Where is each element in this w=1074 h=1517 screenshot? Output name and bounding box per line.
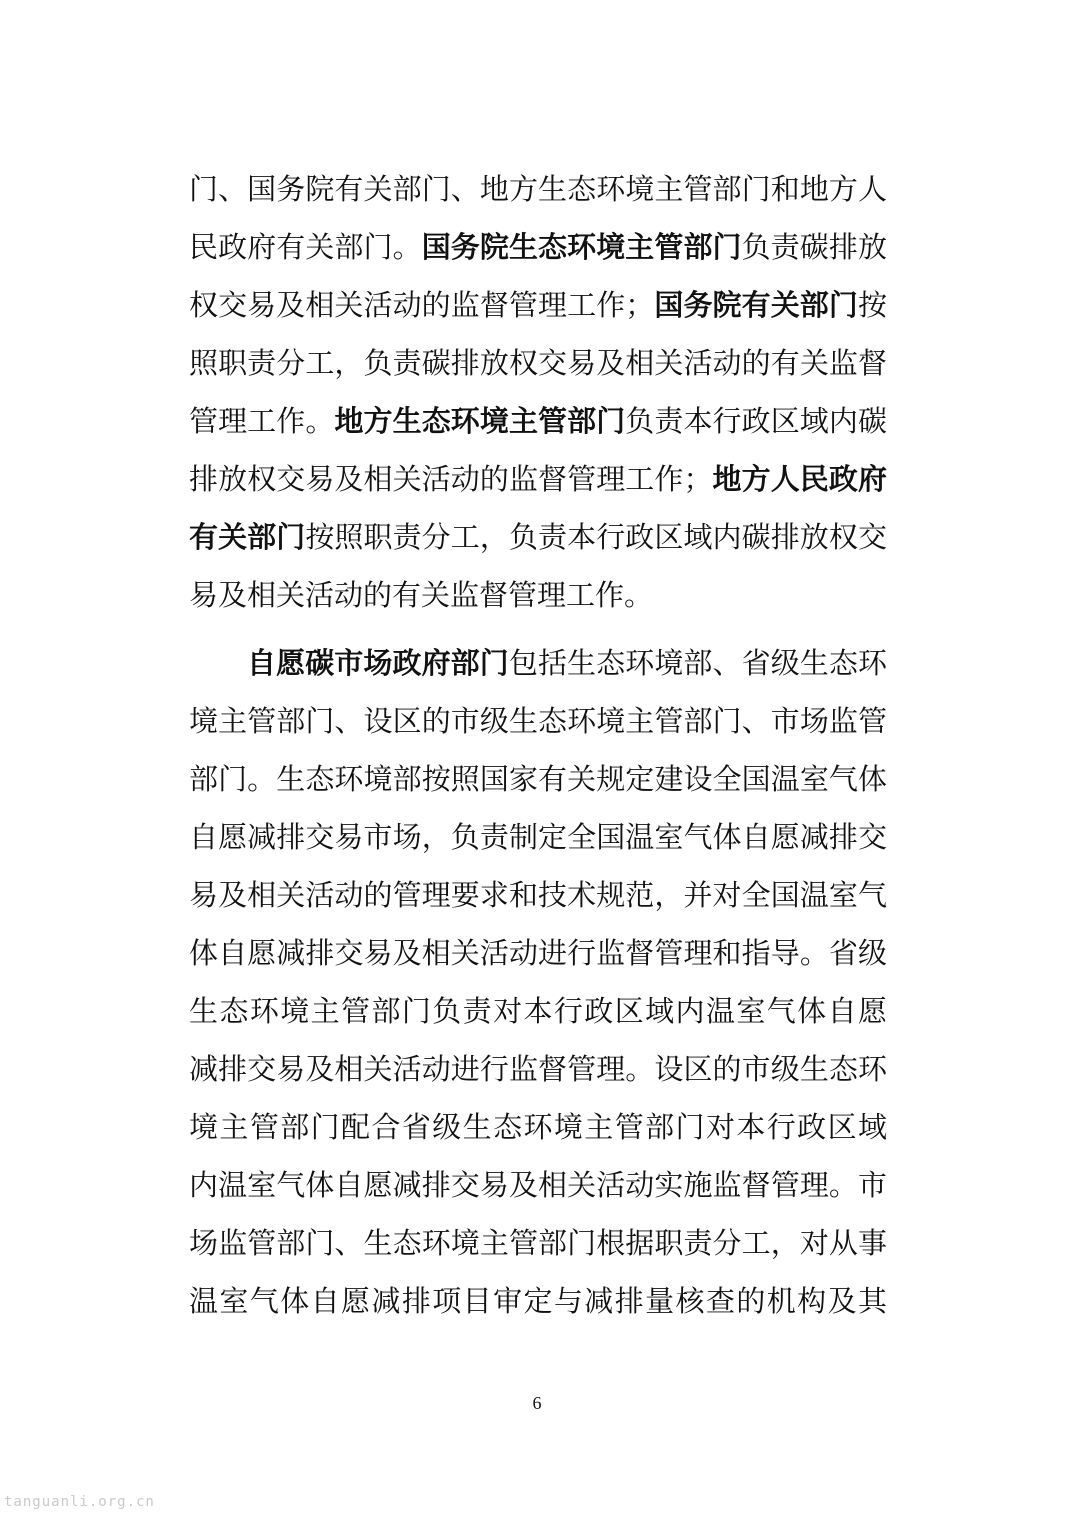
text-segment: 管理工作。 [189, 404, 335, 438]
text-segment: 门、国务院有关部门、地方生态环境主管部门和地方人 [189, 172, 887, 206]
text-segment: 易及相关活动的有关监督管理工作。 [189, 578, 654, 612]
text-line [189, 634, 887, 692]
text-line [189, 450, 887, 508]
text-line [189, 1098, 887, 1156]
text-segment: 部门。生态环境部按照国家有关规定建设全国温室气体 [189, 762, 887, 796]
text-segment: 内温室气体自愿减排交易及相关活动实施监督管理。市 [189, 1168, 887, 1202]
bold-term: 国务院有关部门 [654, 288, 858, 322]
text-segment: 易及相关活动的管理要求和技术规范，并对全国温室气 [189, 878, 887, 912]
text-segment: 排放权交易及相关活动的监督管理工作； [189, 462, 713, 496]
text-segment: 减排交易及相关活动进行监督管理。设区的市级生态环 [189, 1052, 887, 1086]
paragraph-gap [189, 624, 887, 634]
text-segment: 权交易及相关活动的监督管理工作； [189, 288, 655, 322]
text-line [189, 334, 887, 392]
text-line [189, 1214, 887, 1272]
text-line [189, 808, 887, 866]
text-segment: 生态环境主管部门负责对本行政区域内温室气体自愿 [189, 994, 887, 1028]
text-segment: 体自愿减排交易及相关活动进行监督管理和指导。省级 [189, 936, 887, 970]
text-line [189, 160, 887, 218]
bold-term: 地方人民政府 [712, 462, 887, 496]
text-segment: 场监管部门、生态环境主管部门根据职责分工，对从事 [189, 1226, 887, 1260]
body-text [189, 160, 887, 1330]
paragraph-1 [189, 160, 887, 624]
watermark: tanguanli.org.cn [4, 1494, 155, 1510]
text-line [189, 1272, 887, 1330]
text-segment: 按照职责分工，负责本行政区域内碳排放权交 [305, 520, 887, 554]
text-line [189, 692, 887, 750]
text-line [189, 218, 887, 276]
bold-term: 地方生态环境主管部门 [334, 404, 626, 438]
text-line [189, 392, 887, 450]
text-segment: 包括生态环境部、省级生态环 [508, 646, 887, 680]
text-line [189, 750, 887, 808]
text-line [189, 866, 887, 924]
text-line [189, 1040, 887, 1098]
text-line [189, 276, 887, 334]
page-number: 6 [532, 1393, 542, 1413]
bold-term: 自愿碳市场政府部门 [247, 646, 509, 680]
text-segment: 照职责分工，负责碳排放权交易及相关活动的有关监督 [189, 346, 887, 380]
bold-term: 有关部门 [189, 520, 306, 554]
text-segment: 境主管部门、设区的市级生态环境主管部门、市场监管 [189, 704, 887, 738]
text-segment: 境主管部门配合省级生态环境主管部门对本行政区域 [189, 1110, 887, 1144]
paragraph-2 [189, 634, 887, 1330]
text-segment: 负责碳排放 [741, 230, 887, 264]
text-segment: 自愿减排交易市场，负责制定全国温室气体自愿减排交 [189, 820, 887, 854]
text-segment: 按 [857, 288, 887, 322]
text-segment: 民政府有关部门。 [189, 230, 422, 264]
text-line [189, 566, 887, 624]
text-line [189, 982, 887, 1040]
text-line [189, 1156, 887, 1214]
text-segment: 负责本行政区域内碳 [625, 404, 887, 438]
text-line [189, 508, 887, 566]
bold-term: 国务院生态环境主管部门 [421, 230, 742, 264]
text-segment: 温室气体自愿减排项目审定与减排量核查的机构及其 [189, 1284, 887, 1318]
text-line [189, 924, 887, 982]
